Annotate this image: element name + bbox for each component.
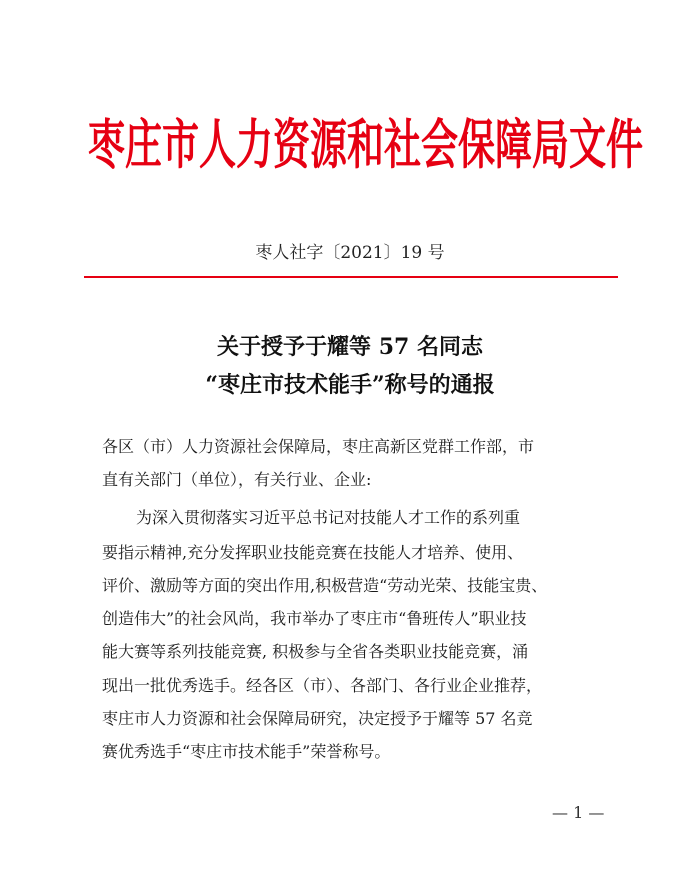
body-line: 枣庄市人力资源和社会保障局研究，决定授予于耀等 57 名竞 — [102, 709, 533, 728]
body-line: 能大赛等系列技能竞赛, 积极参与全省各类职业技能竞赛，涌 — [102, 642, 529, 661]
document-number: 枣人社字〔2021〕19 号 — [255, 243, 445, 263]
red-divider-line — [84, 276, 618, 278]
notice-title-line-2: “枣庄市技术能手”称号的通报 — [205, 372, 495, 398]
body-line: 评价、激励等方面的突出作用,积极营造“劳动光荣、技能宝贵、 — [102, 576, 548, 595]
body-line: 创造伟大”的社会风尚，我市举办了枣庄市“鲁班传人”职业技 — [102, 609, 527, 628]
page-number: — 1 — — [552, 803, 605, 822]
body-line: 各区（市）人力资源社会保障局，枣庄高新区党群工作部，市 — [102, 437, 535, 456]
body-line: 赛优秀选手“枣庄市技术能手”荣誉称号。 — [102, 742, 391, 761]
masthead-title: 枣庄市人力资源和社会保障局文件 — [88, 112, 643, 177]
body-line: 要指示精神,充分发挥职业技能竞赛在技能人才培养、使用、 — [102, 543, 524, 562]
notice-title-line-1: 关于授予于耀等 57 名同志 — [217, 334, 483, 360]
body-line: 现出一批优秀选手。经各区（市）、各部门、各行业企业推荐， — [102, 676, 543, 695]
body-line: 为深入贯彻落实习近平总书记对技能人才工作的系列重 — [136, 508, 521, 527]
body-line: 直有关部门（单位），有关行业、企业: — [102, 470, 372, 489]
